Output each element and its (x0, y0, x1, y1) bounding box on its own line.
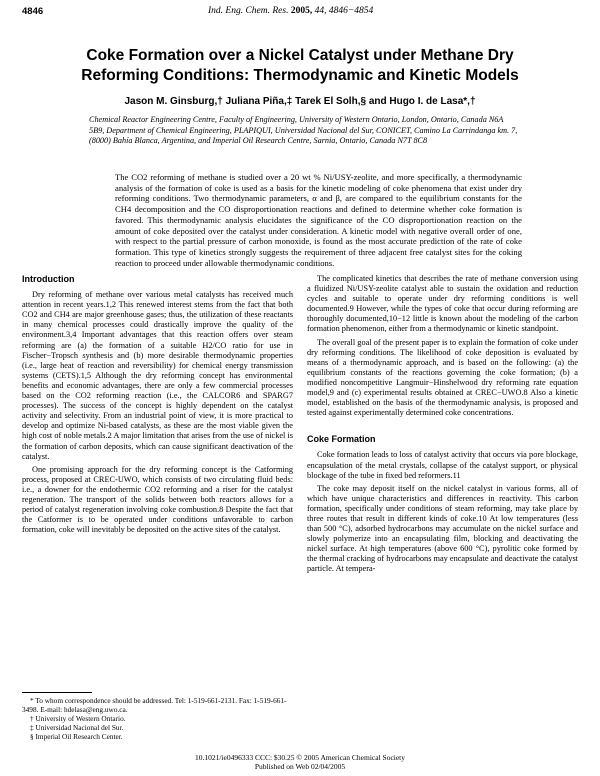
intro-paragraph-2: One promising approach for the dry reforming concept is the Catforming process, proposed at CREC-UWO, which consists of two circulating fluid beds: i.e., a downer for the endothermic CO2 reforming and a riser for the catalyst regeneration. The transport of the solids between both reactors allows for a period of catalyst regeneration involving coke combustion.8 Despite the fact that the Catformer is to be operated under conditions unfavorable to carbon formation, coke will inevitably be deposited on the active sites of the catalyst. (22, 464, 293, 535)
running-header (22, 6, 578, 20)
intro-paragraph-4: The overall goal of the present paper is to explain the formation of coke under dry reforming conditions. The likelihood of coke deposition is evaluated by means of a thermodynamic approach, and is based on the following: (a) the equilibrium constants of the reactions governing the coke formation; (b) a modified noncompetitive Langmuir−Hinshelwood dry reforming rate equation model,9 and (c) experimental results obtained at CREC−UWO.8 Also a kinetic model, established on the basis of the thermodynamic analysis, is proposed and tested against experimentally determined coke concentrations. (307, 337, 578, 418)
affiliations: Chemical Reactor Engineering Centre, Faculty of Engineering, University of Western Ontario, London, Ontario, Canada N6A 5B9, Department of Chemical Engineering, PLAPIQUI, Universidad Nacional del Sur, CONICET, Camino La Carrindanga km. 7, (8000) Bahía Blanca, Argentina, and Imperial Oil Research Centre, Sarnia, Ontario, Canada N7T 8C8 (89, 115, 518, 146)
left-column (22, 274, 293, 538)
footnote-rule (22, 692, 92, 693)
coke-paragraph-1: Coke formation leads to loss of catalyst activity that occurs via pore blockage, encapsulation of the metal crystals, collapse of the catalyst support, or physical blockage of the tube in fixed bed reformers.11 (307, 450, 578, 480)
right-column (307, 274, 578, 578)
footnote-affil-3: § Imperial Oil Research Center. (30, 732, 123, 741)
author-list: Jason M. Ginsburg,† Juliana Piña,‡ Tarek El Solh,§ and Hugo I. de Lasa*,† (124, 96, 476, 107)
page-footer (0, 753, 600, 771)
footnote-affil-1: † University of Western Ontario. (30, 714, 126, 723)
doi-line: 10.1021/ie0496333 CCC: $30.25 © 2005 American Chemical Society (194, 753, 406, 762)
journal-year: 2005, (290, 6, 313, 16)
title-line-1: Coke Formation over a Nickel Catalyst under Methane Dry (86, 47, 514, 64)
section-heading-introduction: Introduction (22, 274, 75, 284)
journal-citation (208, 6, 373, 16)
section-heading-coke-formation: Coke Formation (307, 434, 376, 445)
page-number: 4846 (22, 6, 44, 17)
footnote-correspondence: * To whom correspondence should be addressed. Tel: 1-519-661-2131. Fax: 1-519-661-3498. E-mail: hdelasa@eng.uwo.ca. (22, 696, 287, 714)
coke-paragraph-2: The coke may deposit itself on the nickel catalyst in various forms, all of which have unique characteristics and differences in reactivity. This carbon formation, specifically under conditions of steam reforming, may take place by three routes that result in different kinds of coke.10 At low temperatures (less than 500 °C), adsorbed hydrocarbons may accumulate on the nickel surface and slowly polymerize into an encapsulating film, blocking and deactivating the nickel surface. At high temperatures (above 600 °C), pyrolitic coke formed by the thermal cracking of hydrocarbons may encapsulate and deactivate the catalyst particle. At tempera- (307, 483, 578, 574)
footnotes (22, 692, 293, 741)
journal-pages: 4846−4854 (328, 6, 374, 16)
intro-paragraph-3: The complicated kinetics that describes the rate of methane conversion using a fluidized Ni/USY-zeolite catalyst able to sustain the oxidation and reduction cycles and suitable to operate under dry reforming conditions is well documented.9 However, while the types of coke that occur during reforming are thoroughly documented,10−12 little is known about the modeling of the carbon formation phenomenon, either from a thermodynamic or kinetic standpoint. (307, 274, 578, 334)
paper-title (40, 46, 560, 86)
intro-paragraph-1: Dry reforming of methane over various metal catalysts has received much attention in recent years.1,2 This renewed interest stems from the fact that both CO2 and CH4 are major greenhouse gases; thus, the utilization of these reactants in many chemical processes could drastically improve the quality of the environment.3,4 Important advantages that this reaction offers over steam reforming are (a) the formation of a suitable H2/CO ratio for use in Fischer−Tropsch synthesis and (b) more desirable thermodynamic properties (i.e., large heat of reaction and reversibility) for chemical energy transmission systems (CETS).1,5 Although the dry reforming concept has environmental benefits and economic advantages, there are only a few commercial processes based on the CO2 reforming reaction (i.e., the CALCOR6 and SPARG7 processes). The success of the concept is highly dependent on the catalyst activity and selectivity. From an industrial point of view, it is more practical to develop and optimize Ni-based catalysts, as these are the most viable given the high cost of noble metals.2 A major limitation that arises from the use of nickel is the formation of carbon deposits, which can cause significant deactivation of the catalyst. (22, 290, 293, 461)
publication-date: Published on Web 02/04/2005 (254, 762, 346, 771)
title-line-2: Reforming Conditions: Thermodynamic and Kinetic Models (81, 67, 519, 84)
abstract: The CO2 reforming of methane is studied over a 20 wt % Ni/USY-zeolite, and more specifically, a thermodynamic analysis of the formation of coke is used as a basis for the kinetic modeling of coke phenomena that exist under dry reforming conditions. Two thermodynamic parameters, α and β, are compared to the equilibrium constants for the CH4 decomposition and the CO disproportionation reactions and defined to determine whether coke formation is favored. This thermodynamic analysis elucidates the significance of the CO disproportionation reaction on the amount of coke deposited over the catalyst under consideration. A kinetic model with negative overall order of one, with respect to the partial pressure of carbon monoxide, is found as the most accurate prediction of the rate of coke formation. This type of kinetics strongly suggests the requirement of three adjacent free catalyst sites for the coking reaction to proceed under allowable thermodynamic conditions. (115, 172, 522, 268)
footnote-affil-2: ‡ Universidad Nacional del Sur. (30, 723, 124, 732)
journal-volume: 44, (314, 6, 327, 16)
journal-name: Ind. Eng. Chem. Res. (208, 6, 289, 16)
